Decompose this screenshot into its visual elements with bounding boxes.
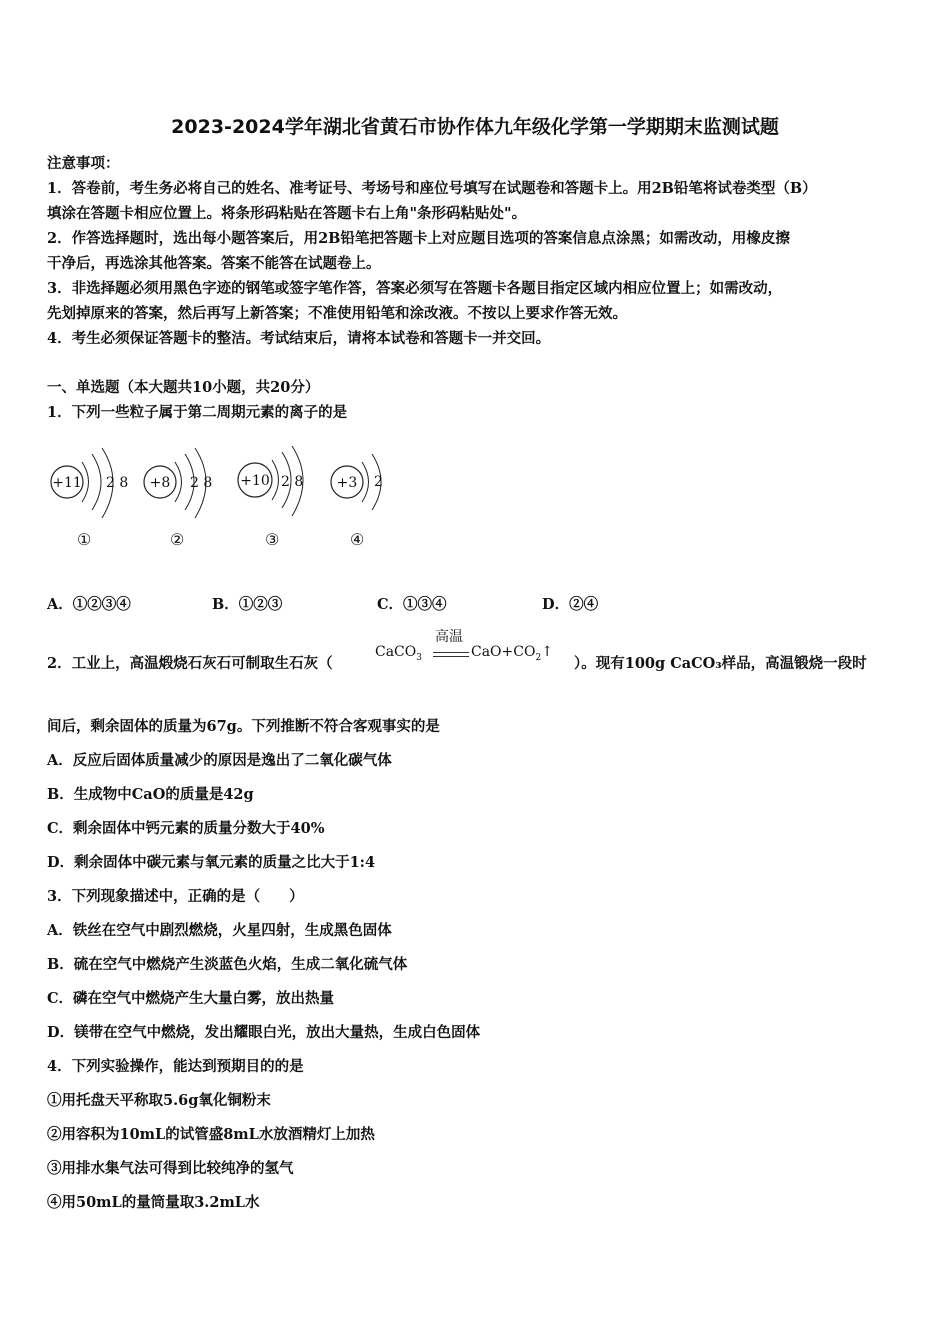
shell-electrons: 2	[374, 474, 383, 490]
shell-electrons: 2 8	[281, 474, 304, 490]
nucleus-charge: +10	[240, 473, 270, 489]
notice-line: 3．非选择题必须用黑色字迹的钢笔或签字笔作答，答案必须写在答题卡各题目指定区域内相应位置上；如需改动，	[47, 280, 783, 297]
atom-diagram-3	[238, 446, 303, 516]
option-c: C．剩余固体中钙元素的质量分数大于40%	[47, 820, 325, 837]
atom-diagram-4	[331, 454, 383, 510]
atom-label: ②	[170, 530, 185, 549]
option-d: D．镁带在空气中燃烧，发出耀眼白光，放出大量热，生成白色固体	[47, 1024, 481, 1041]
products: $CaO+CO_2↑$	[471, 644, 553, 663]
nucleus-charge: +11	[52, 475, 82, 491]
option-b: B．硫在空气中燃烧产生淡蓝色火焰，生成二氧化硫气体	[47, 956, 408, 973]
notice-line: 先划掉原来的答案，然后再写上新答案；不准使用铅笔和涂改液。不按以上要求作答无效。	[47, 305, 627, 322]
question-1-stem: 1．下列一些粒子属于第二周期元素的离子的是	[47, 404, 348, 421]
atom-diagram-2	[144, 448, 212, 518]
notice-line: 1．答卷前，考生务必将自己的姓名、准考证号、考场号和座位号填写在试题卷和答题卡上。用2B铅笔将试卷类型（B）	[47, 180, 817, 197]
shell-electrons: 2 8	[106, 475, 129, 491]
list-item: ②用容积为10mL的试管盛8mL水放酒精灯上加热	[47, 1126, 375, 1143]
notice-line: 2．作答选择题时，选出每小题答案后，用2B铅笔把答题卡上对应题目选项的答案信息点涂黑；如需改动，用橡皮擦	[47, 230, 790, 247]
question-2-stem-line2: 间后，剩余固体的质量为67g。下列推断不符合客观事实的是	[47, 718, 440, 735]
notice-line: 4．考生必须保证答题卡的整洁。考试结束后，请将本试卷和答题卡一并交回。	[47, 330, 551, 347]
atom-label: ③	[265, 530, 280, 549]
atom-label: ①	[77, 530, 92, 549]
list-item: ①用托盘天平称取5.6g氧化铜粉末	[47, 1092, 271, 1109]
chemical-equation	[375, 626, 575, 666]
question-4-stem: 4．下列实验操作，能达到预期目的的是	[47, 1058, 304, 1075]
option-d: D．②④	[542, 596, 599, 613]
option-c: C．①③④	[377, 596, 447, 613]
nucleus-charge: +3	[336, 475, 358, 491]
option-b: B．①②③	[212, 596, 283, 613]
option-c: C．磷在空气中燃烧产生大量白雾，放出热量	[47, 990, 335, 1007]
reactant: CaCO$_3$	[375, 644, 422, 663]
option-d: D．剩余固体中碳元素与氧元素的质量之比大于1:4	[47, 854, 376, 871]
option-a: A．①②③④	[47, 596, 131, 613]
option-b: B．生成物中CaO的质量是42g	[47, 786, 254, 803]
shell-electrons: 2 8	[190, 475, 213, 491]
equation-bar	[433, 652, 469, 653]
nucleus-charge: +8	[149, 475, 171, 491]
notice-heading: 注意事项：	[47, 155, 120, 172]
option-a: A．铁丝在空气中剧烈燃烧，火星四射，生成黑色固体	[47, 922, 392, 939]
notice-line: 填涂在答题卡相应位置上。将条形码粘贴在答题卡右上角"条形码粘贴处"。	[47, 205, 527, 222]
question-2-stem-cont: ）。现有100g CaCO₃样品，高温锻烧一段时	[574, 655, 867, 672]
atom-diagrams	[40, 440, 400, 530]
list-item: ③用排水集气法可得到比较纯净的氢气	[47, 1160, 294, 1177]
atom-label: ④	[350, 530, 365, 549]
page-title: 2023-2024学年湖北省黄石市协作体九年级化学第一学期期末监测试题	[171, 116, 779, 138]
question-2-stem: 2．工业上，高温煅烧石灰石可制取生石灰（	[47, 655, 333, 672]
equation-bar	[433, 656, 469, 657]
atom-diagram-1	[51, 448, 128, 518]
reaction-condition: 高温	[435, 629, 463, 645]
section-heading: 一、单选题（本大题共10小题，共20分）	[47, 379, 320, 396]
list-item: ④用50mL的量筒量取3.2mL水	[47, 1194, 260, 1211]
option-a: A．反应后固体质量减少的原因是逸出了二氧化碳气体	[47, 752, 392, 769]
question-3-stem: 3．下列现象描述中，正确的是（ ）	[47, 888, 304, 905]
notice-line: 干净后，再选涂其他答案。答案不能答在试题卷上。	[47, 255, 381, 272]
